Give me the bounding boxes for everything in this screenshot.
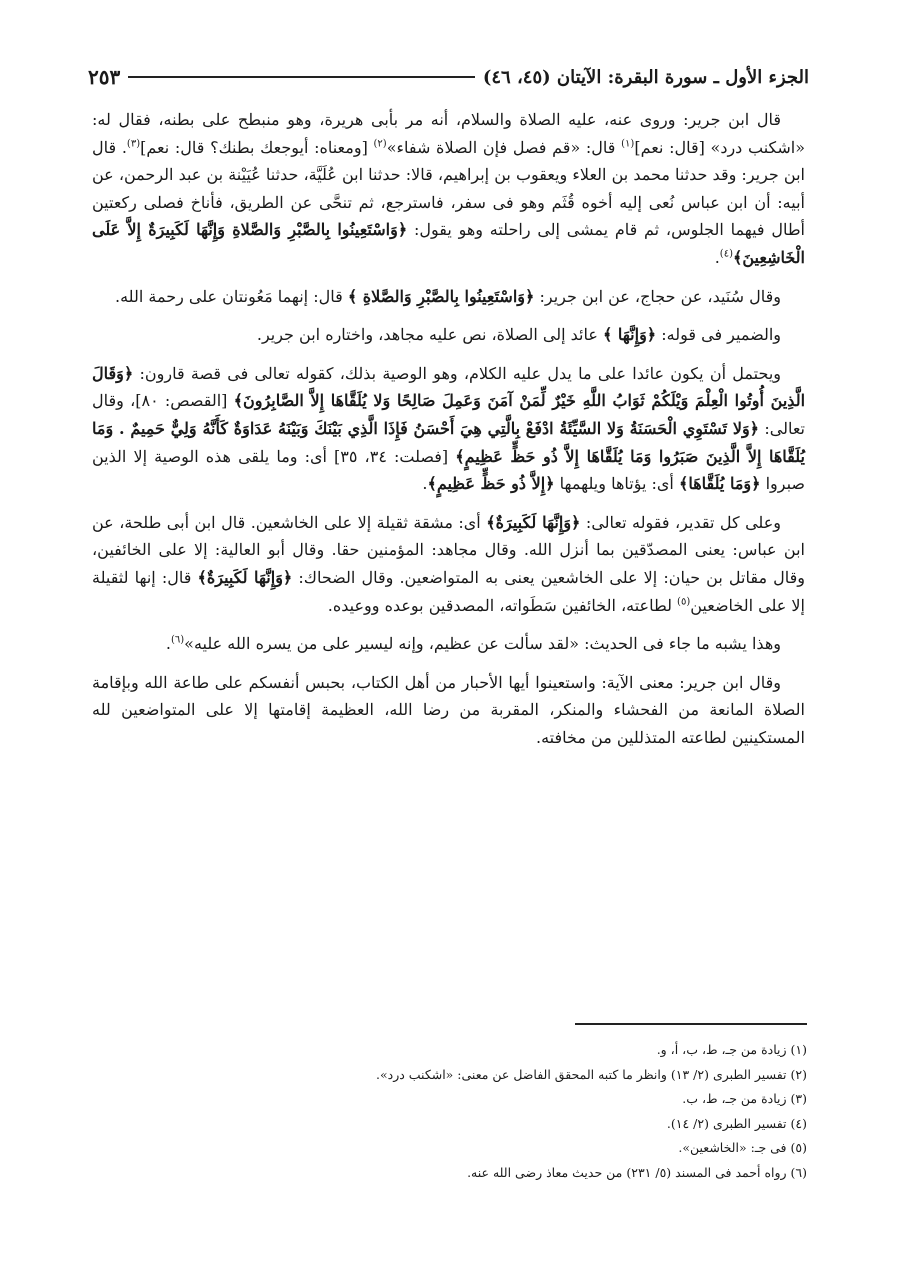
paragraph-4 <box>92 360 805 498</box>
paragraph-6 <box>92 630 805 658</box>
text-run: قال: إنها لثقيلة إلا على الخاضعين <box>92 567 805 615</box>
header-rule <box>128 76 475 78</box>
footnote-divider <box>575 1023 807 1025</box>
footnote-ref: (٣) <box>126 138 141 150</box>
text-run: والضمير فى قوله: <box>656 325 781 345</box>
text-run: . <box>165 634 171 654</box>
text-run: . <box>422 474 428 494</box>
text-run: وهذا يشبه ما جاء فى الحديث: «لقد سألت عن عظيم، وإنه ليسير على من يسره الله عليه» <box>184 634 781 654</box>
quran-verse: ﴿وَاسْتَعِينُوا بِالصَّبْرِ وَالصَّلاةِ وَإِنَّهَا لَكَبِيرَةٌ إِلاَّ عَلَى الْخَاشِعِينَ﴾ <box>92 220 805 267</box>
text-run: لطاعته، الخائفين سَطَواته، المصدقين بوعده ووعيده. <box>327 595 678 615</box>
paragraph-5 <box>92 509 805 619</box>
footnote: (٢) تفسير الطبرى (٢/ ١٣) وانظر ما كتبه المحقق الفاضل عن معنى: «اشكنب درد». <box>376 1066 807 1082</box>
quran-verse: ﴿وَلا تَسْتَوِي الْحَسَنَةُ وَلا السَّيِّئَةُ ادْفَعْ بِالَّتِي هِيَ أَحْسَنُ فَإِذَا الَّذِي بَيْنَكَ وَبَيْنَهُ عَدَاوَةٌ كَأَنَّهُ وَلِيٌّ حَمِيمٌ . وَمَا يُلَقَّاهَا إِلاَّ الَّذِينَ صَبَرُوا وَمَا يُلَقَّاهَا إِلاَّ ذُو حَظٍّ عَظِيمٍ﴾ <box>92 418 805 466</box>
quran-verse: ﴿إِلاَّ ذُو حَظٍّ عَظِيمٍ﴾ <box>427 474 555 494</box>
paragraph-1 <box>92 106 805 272</box>
footnote: (٦) رواه أحمد فى المسند (٥/ ٢٣١) من حديث معاذ رضى الله عنه. <box>467 1164 807 1180</box>
text-run: وقال سُنَيد، عن حجاج، عن ابن جرير: <box>534 286 781 306</box>
footnote-ref: (١) <box>621 138 635 150</box>
paragraph-2 <box>92 283 805 311</box>
main-text <box>92 106 805 762</box>
running-header <box>88 60 809 94</box>
text-run: أى: مشقة ثقيلة إلا على الخاشعين. قال ابن أبى طلحة، عن ابن عباس: يعنى المصدّقين بما أنزل الله. وقال مجاهد: المؤمنين حقا. وقال أبو العالية: إلا على الخائفين، وقال مقاتل بن حيان: إلا على الخاشعين يعنى به المتواضعين. وقال الضحاك: <box>92 512 805 587</box>
page-number: ٢٥٣ <box>88 65 121 89</box>
paragraph-3 <box>92 321 805 349</box>
text-run: [ومعناه: أيوجعك بطنك؟ قال: نعم] <box>140 137 374 157</box>
text-run: ويحتمل أن يكون عائدا على ما يدل عليه الكلام، وهو الوصية بذلك، كقوله تعالى فى قصة قارون: <box>133 363 781 383</box>
text-run: . قال ابن جرير: وقد حدثنا محمد بن العلاء ويعقوب بن إبراهيم، قالا: حدثنا ابن عُلَيَّة، حدثنا عُيَيْنة بن عبد الرحمن، عن أبيه: أن ابن عباس نُعى إليه أخوه قُثَم وهو فى سفر، فاسترجع، ثم تنحَّى عن الطريق، فأناخ فصلى ركعتين أطال فيهما الجلوس، ثم قام يمشى إلى راحلته وهو يقول: <box>92 137 806 240</box>
footnote-ref: (٦) <box>170 634 185 646</box>
footnote: (١) زيادة من جـ، ط، ب، أ، و. <box>656 1042 807 1057</box>
footnote: (٥) فى جـ: «الخاشعين». <box>678 1140 807 1156</box>
text-run: أى: يؤتاها ويلهمها <box>554 474 679 494</box>
footnote: (٤) تفسير الطبرى (٢/ ١٤). <box>666 1115 807 1131</box>
quran-verse: ﴿وَإِنَّهَا لَكَبِيرَةٌ﴾ <box>197 567 293 587</box>
text-run: وقال ابن جرير: معنى الآية: واستعينوا أيها الأحبار من أهل الكتاب، بحبس أنفسكم على طاعة الله وبإقامة الصلاة المانعة من الفحشاء والمنكر، المقربة من رضا الله، العظيمة إقامتها إلا على المتواضعين لله المستكينين لطاعته المتذللين من مخافته. <box>92 672 805 747</box>
text-run: [القصص: ٨٠]، وقال تعالى: <box>92 391 806 438</box>
quran-verse: ﴿وَإِنَّهَا ﴾ <box>602 325 657 345</box>
header-title: الجزء الأول ـ سورة البقرة: الآيتان (٤٥، ٤٦) <box>482 66 809 88</box>
footnote-ref: (٢) <box>373 138 387 150</box>
quran-verse: ﴿وَاسْتَعِينُوا بِالصَّبْرِ وَالصَّلاةِ ﴾ <box>347 286 535 306</box>
footnotes <box>120 1038 807 1186</box>
text-run: قال ابن جرير: وروى عنه، عليه الصلاة والسلام، أنه مر بأبى هريرة، وهو منبطح على بطنه، فقال له: «اشكنب درد» [قال: نعم] <box>92 110 805 157</box>
footnote-ref: (٥) <box>677 596 691 608</box>
footnote: (٣) زيادة من جـ، ط، ب. <box>682 1091 807 1107</box>
text-run: قال: إنهما مَعُونتان على رحمة الله. <box>115 286 348 306</box>
text-run: عائد إلى الصلاة، نص عليه مجاهد، واختاره ابن جرير. <box>256 325 603 345</box>
text-run: [فصلت: ٣٤، ٣٥] أى: وما يلقى هذه الوصية إلا الذين صبروا <box>92 446 805 494</box>
quran-verse: ﴿وَإِنَّهَا لَكَبِيرَةٌ﴾ <box>486 512 581 532</box>
text-run: قال: «قم فصل فإن الصلاة شفاء» <box>386 137 622 157</box>
text-run: . <box>714 247 720 267</box>
footnote-ref: (٤) <box>719 248 733 260</box>
text-run: وعلى كل تقدير، فقوله تعالى: <box>580 512 782 532</box>
quran-verse: ﴿وَقَالَ الَّذِينَ أُوتُوا الْعِلْمَ وَيْلَكُمْ ثَوَابُ اللَّهِ خَيْرٌ لِّمَنْ آمَنَ وَعَمِلَ صَالِحًا وَلا يُلَقَّاهَا إِلاَّ الصَّابِرُونَ﴾ <box>92 363 806 411</box>
quran-verse: ﴿وَمَا يُلَقَّاهَا﴾ <box>678 474 761 494</box>
paragraph-7 <box>92 669 805 752</box>
